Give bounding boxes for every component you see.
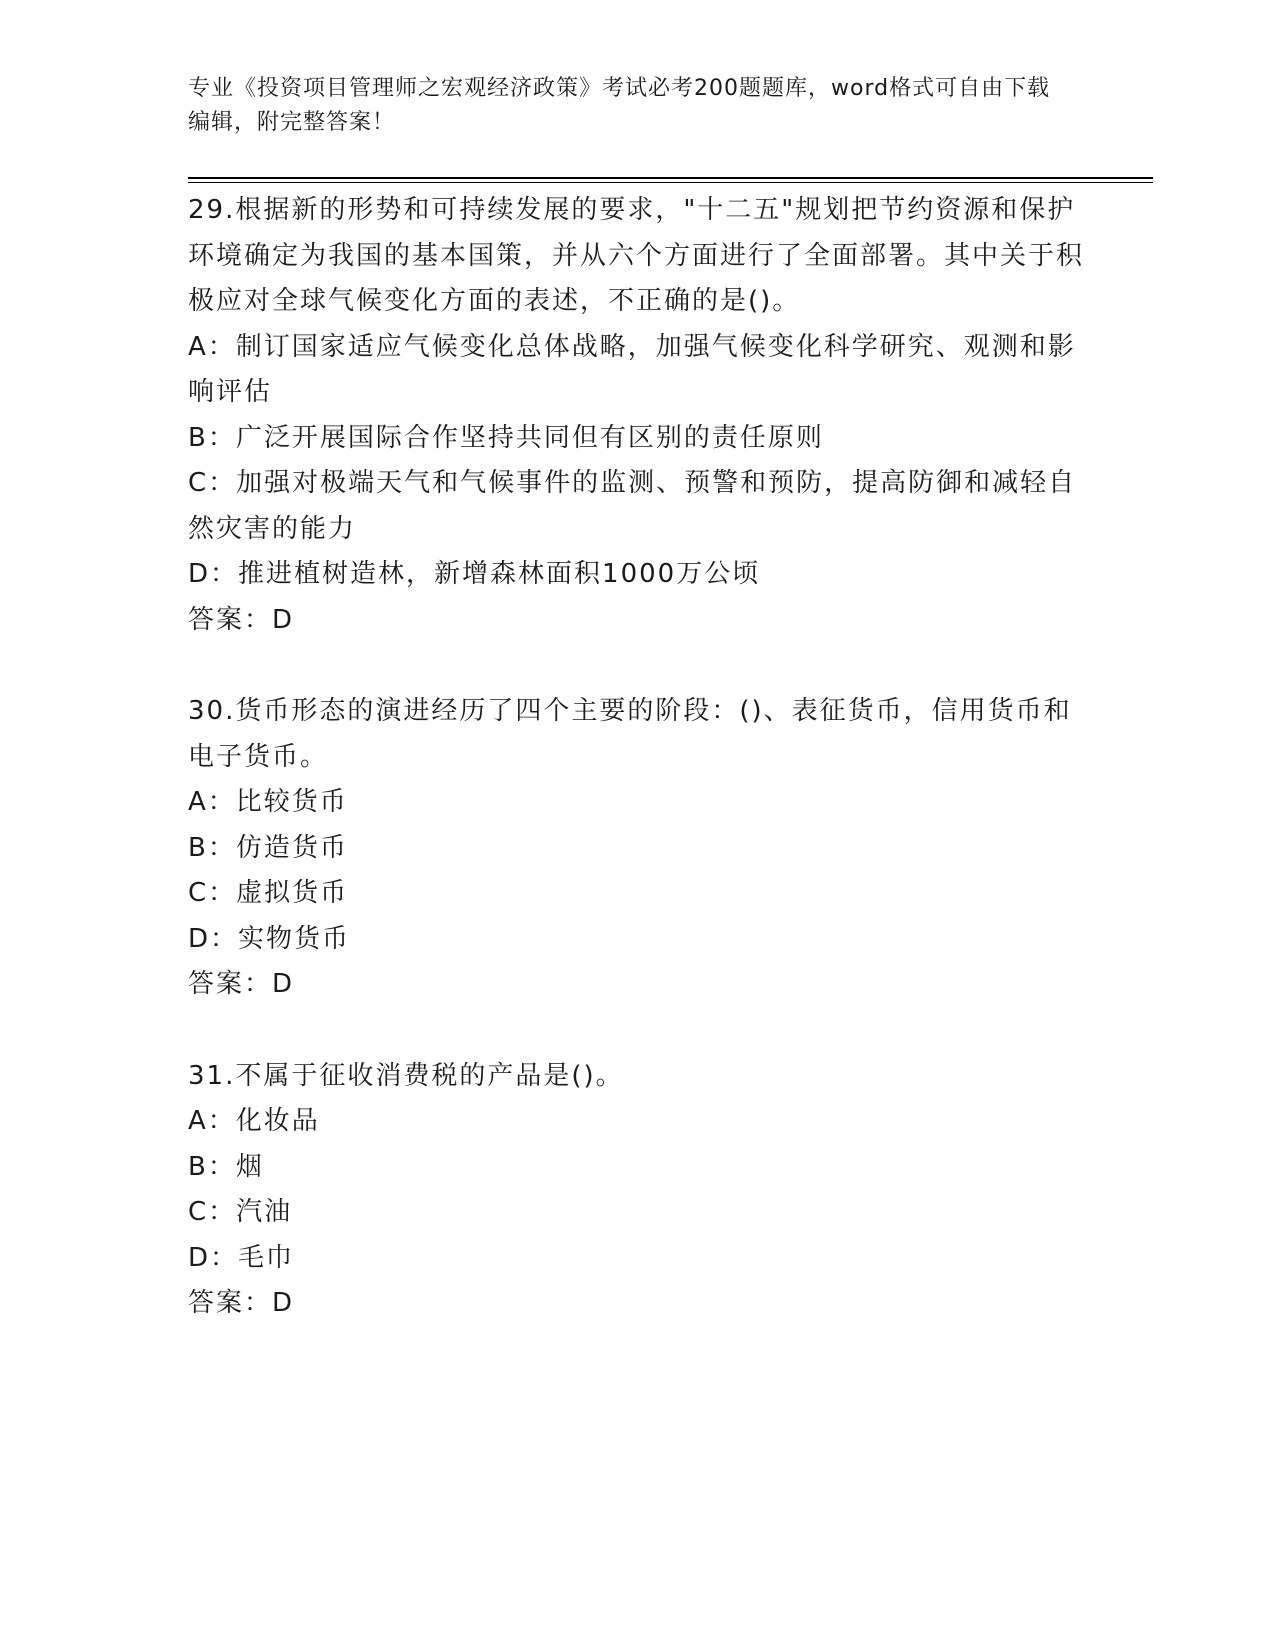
answer-line: 答案：D xyxy=(188,604,295,635)
question-30 xyxy=(188,689,1088,1008)
option-d: D：实物货币 xyxy=(188,923,351,954)
header-divider-thick xyxy=(188,177,1153,179)
option-a: A：化妆品 xyxy=(188,1106,320,1136)
option-a: A：制订国家适应气候变化总体战略，加强气候变化科学研究、观测和影响评估 xyxy=(188,331,1076,407)
question-29 xyxy=(188,188,1088,643)
option-d: D：毛巾 xyxy=(188,1242,295,1273)
option-d: D：推进植树造林，新增森林面积1000万公顷 xyxy=(188,559,761,589)
question-list xyxy=(188,188,1088,1373)
answer-line: 答案：D xyxy=(188,969,295,999)
option-b: B：仿造货币 xyxy=(188,832,348,863)
answer-line: 答案：D xyxy=(188,1288,295,1318)
question-text: 30.货币形态的演进经历了四个主要的阶段：()、表征货币，信用货币和电子货币。 xyxy=(188,696,1072,772)
option-a: A：比较货币 xyxy=(188,787,348,817)
option-c: C：虚拟货币 xyxy=(188,878,349,908)
document-header: 专业《投资项目管理师之宏观经济政策》考试必考200题题库，word格式可自由下载编辑，附完整答案！ xyxy=(188,76,1051,135)
header-divider-thin xyxy=(188,182,1153,183)
question-text: 31.不属于征收消费税的产品是()。 xyxy=(188,1060,624,1091)
option-c: C：汽油 xyxy=(188,1197,293,1227)
question-31 xyxy=(188,1054,1088,1327)
option-c: C：加强对极端天气和气候事件的监测、预警和预防，提高防御和减轻自然灾害的能力 xyxy=(188,468,1077,544)
question-text: 29.根据新的形势和可持续发展的要求，"十二五"规划把节约资源和保护环境确定为我国的基本国策，并从六个方面进行了全面部署。其中关于积极应对全球气候变化方面的表述，不正确的是()。 xyxy=(188,195,1085,316)
option-b: B：广泛开展国际合作坚持共同但有区别的责任原则 xyxy=(188,422,824,453)
option-b: B：烟 xyxy=(188,1151,264,1182)
